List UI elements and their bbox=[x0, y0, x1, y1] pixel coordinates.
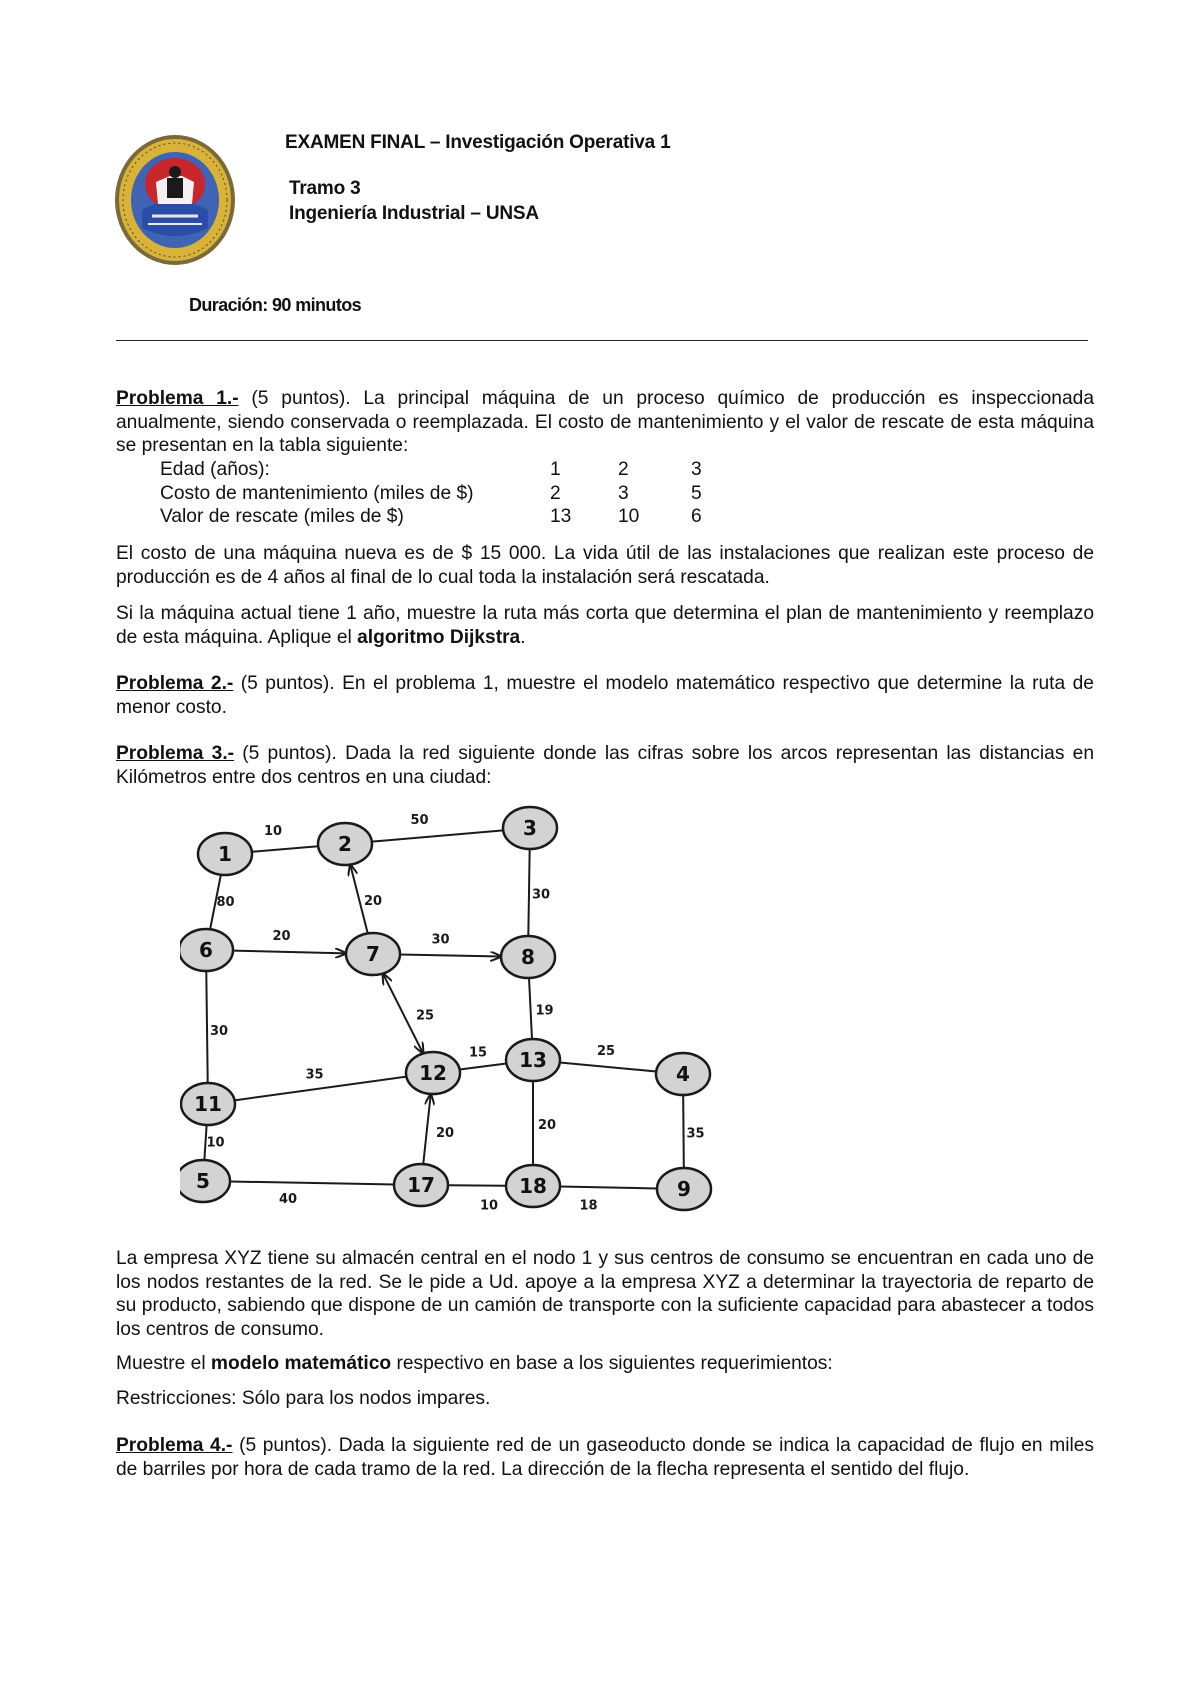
node-label: 5 bbox=[196, 1169, 210, 1193]
edge-weight-label: 80 bbox=[216, 895, 235, 910]
edge-weight-label: 20 bbox=[272, 929, 291, 944]
node-17 bbox=[394, 1164, 448, 1206]
modelo-matematico: modelo matemático bbox=[210, 1353, 392, 1374]
edge-weight-label: 25 bbox=[415, 1008, 435, 1024]
table-cell: 1 bbox=[550, 459, 561, 480]
problema-1-label: Problema 1.- bbox=[116, 388, 239, 409]
node-label: 1 bbox=[218, 842, 232, 866]
edge-17-18 bbox=[448, 1185, 506, 1186]
problema-3-intro: Problema 3.- (5 puntos). Dada la red siguiente donde las cifras sobre los arcos representan las distancias en Kilómetros entre dos centros en una ciudad: bbox=[116, 743, 1094, 788]
edge-weight-label: 30 bbox=[531, 887, 551, 903]
node-8 bbox=[501, 936, 555, 978]
node-5 bbox=[180, 1160, 230, 1202]
node-13 bbox=[506, 1039, 560, 1081]
edge-1-2 bbox=[252, 846, 318, 852]
university-seal-logo bbox=[112, 132, 238, 268]
table-cell: 3 bbox=[618, 482, 629, 504]
node-label: 8 bbox=[521, 945, 535, 969]
edge-weight-label: 25 bbox=[596, 1044, 616, 1059]
edge-weight-label: 35 bbox=[305, 1067, 324, 1083]
edge-weight-label: 30 bbox=[431, 932, 450, 948]
node-6 bbox=[180, 929, 233, 971]
problema-3-label: Problema 3.- bbox=[116, 743, 235, 764]
node-label: 13 bbox=[519, 1048, 547, 1072]
problema-4-label: Problema 4.- bbox=[116, 1435, 233, 1456]
network-diagram bbox=[180, 798, 800, 1238]
exam-carrera: Ingeniería Industrial – UNSA bbox=[289, 203, 539, 224]
edge-weight-label: 20 bbox=[435, 1126, 455, 1141]
edge-weight-label: 18 bbox=[579, 1198, 598, 1214]
edge-weight-label: 20 bbox=[537, 1118, 557, 1133]
table-cell: 2 bbox=[618, 459, 629, 480]
table-cell: 13 bbox=[550, 506, 572, 527]
edge-7-8 bbox=[400, 955, 501, 957]
table-row-label: Valor de rescate (miles de $) bbox=[160, 506, 404, 527]
node-label: 7 bbox=[366, 942, 380, 966]
node-11 bbox=[181, 1083, 235, 1125]
edge-weight-label: 40 bbox=[278, 1192, 298, 1207]
edge-3-8 bbox=[528, 849, 529, 936]
edge-2-3 bbox=[372, 830, 503, 841]
exam-duration: Duración: 90 minutos bbox=[189, 295, 362, 315]
table-row-label: Edad (años): bbox=[160, 459, 270, 480]
edge-weight-label: 10 bbox=[263, 824, 283, 839]
edge-weight-label: 20 bbox=[363, 894, 383, 909]
node-label: 2 bbox=[338, 832, 352, 856]
node-label: 18 bbox=[519, 1174, 547, 1198]
edge-weight-label: 19 bbox=[535, 1003, 554, 1019]
edge-13-4 bbox=[560, 1063, 656, 1072]
edge-weight-label: 10 bbox=[206, 1135, 225, 1151]
problema-2: Problema 2.- (5 puntos). En el problema 1, muestre el modelo matemático respectivo que determine la ruta de menor costo. bbox=[116, 673, 1094, 718]
node-4 bbox=[656, 1053, 710, 1095]
node-label: 9 bbox=[677, 1177, 691, 1201]
edge-5-17 bbox=[230, 1181, 394, 1184]
node-9 bbox=[657, 1168, 711, 1210]
node-18 bbox=[506, 1165, 560, 1207]
problema-1-pregunta: Si la máquina actual tiene 1 año, muestre la ruta más corta que determina el plan de mantenimiento y reemplazo de esta máquina. Aplique el algoritmo Dijkstra. bbox=[116, 603, 1094, 648]
problema-3-modelo: Muestre el modelo matemático respectivo en base a los siguientes requerimientos: bbox=[116, 1353, 833, 1374]
edge-8-13 bbox=[529, 978, 532, 1039]
node-label: 3 bbox=[523, 816, 537, 840]
table-cell: 10 bbox=[618, 506, 640, 527]
edge-weight-label: 15 bbox=[468, 1045, 488, 1061]
edge-weight-label: 50 bbox=[410, 813, 429, 828]
node-3 bbox=[503, 807, 557, 849]
node-label: 6 bbox=[199, 938, 213, 962]
problema-1-intro-text: (5 puntos). La principal máquina de un proceso químico de producción es inspeccionada anualmente, siendo conservada o reemplazada. El costo de mantenimiento y el valor de rescate de esta máquina se presentan en la tabla siguiente: bbox=[116, 388, 1094, 456]
problema-1-intro bbox=[116, 387, 1094, 458]
edge-weight-label: 10 bbox=[479, 1198, 499, 1214]
problema-1-costo: El costo de una máquina nueva es de $ 15 000. La vida útil de las instalaciones que realizan este proceso de producción es de 4 años al final de lo cual toda la instalación será rescatada. bbox=[116, 543, 1094, 588]
table-cell: 5 bbox=[691, 482, 702, 504]
node-2 bbox=[318, 823, 372, 865]
table-row-label: Costo de mantenimiento (miles de $) bbox=[160, 482, 474, 504]
edge-weight-label: 30 bbox=[209, 1024, 229, 1039]
exam-tramo: Tramo 3 bbox=[289, 178, 361, 199]
edge-weight-label: 35 bbox=[686, 1126, 705, 1142]
edge-12-13 bbox=[460, 1063, 507, 1069]
problema-3-restricciones: Restricciones: Sólo para los nodos impares. bbox=[116, 1388, 491, 1409]
edge-4-9 bbox=[683, 1095, 684, 1168]
header-divider bbox=[116, 340, 1088, 341]
algoritmo-dijkstra: algoritmo Dijkstra bbox=[357, 626, 521, 648]
node-label: 17 bbox=[407, 1173, 435, 1197]
exam-title: EXAMEN FINAL – Investigación Operativa 1 bbox=[285, 132, 671, 153]
table-cell: 3 bbox=[691, 459, 702, 480]
edge-17-12 bbox=[423, 1094, 431, 1164]
edge-18-9 bbox=[560, 1187, 657, 1189]
table-cell: 6 bbox=[691, 506, 702, 527]
problema-2-label: Problema 2.- bbox=[116, 673, 234, 694]
node-label: 12 bbox=[419, 1061, 447, 1085]
node-label: 4 bbox=[676, 1062, 690, 1086]
table-cell: 2 bbox=[550, 482, 561, 504]
node-1 bbox=[198, 833, 252, 875]
node-label: 11 bbox=[194, 1092, 222, 1116]
node-12 bbox=[406, 1052, 460, 1094]
edge-6-7 bbox=[233, 951, 346, 954]
edge-6-11 bbox=[206, 971, 207, 1083]
problema-3-enunciado: La empresa XYZ tiene su almacén central en el nodo 1 y sus centros de consumo se encuentran en cada uno de los nodos restantes de la red. Se le pide a Ud. apoye a la empresa XYZ a determinar la trayectoria de reparto de su producto, sabiendo que dispone de un camión de transporte con la suficiente capacidad para abastecer a todos los centros de consumo. bbox=[116, 1248, 1094, 1340]
node-7 bbox=[346, 933, 400, 975]
problema-4: Problema 4.- (5 puntos). Dada la siguiente red de un gaseoducto donde se indica la capacidad de flujo en miles de barriles por hora de cada tramo de la red. La dirección de la flecha representa el sentido del flujo. bbox=[116, 1435, 1094, 1480]
